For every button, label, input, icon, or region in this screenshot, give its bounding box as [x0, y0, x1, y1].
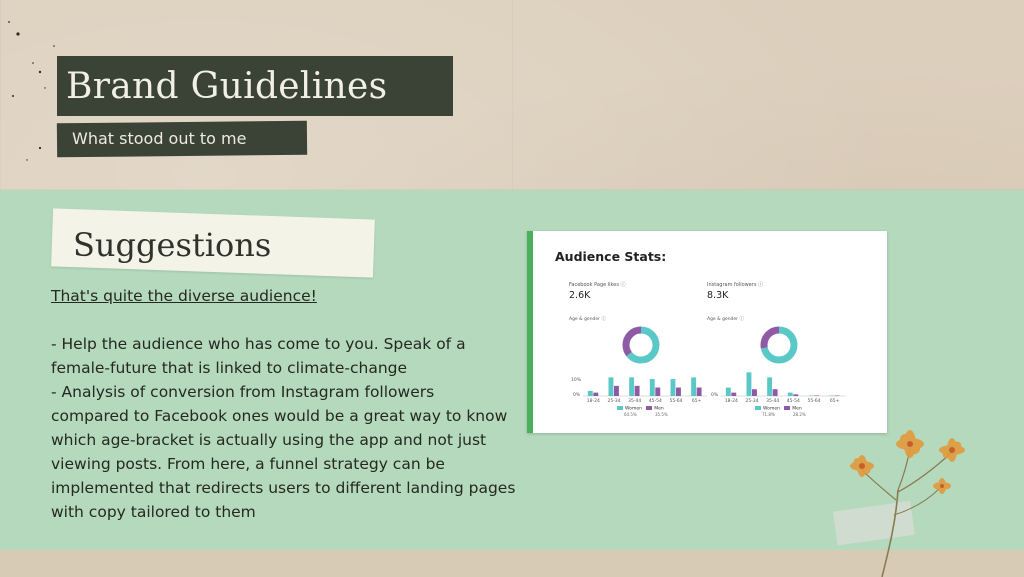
bar-women-45-54: [788, 393, 793, 396]
pressed-flower-decoration: [830, 420, 1024, 577]
x-tick-label: 18-24: [586, 399, 600, 404]
ink-splatter: [0, 0, 60, 180]
stats-accent-bar: [527, 231, 533, 433]
legend-men: Men: [654, 406, 664, 412]
bar-women-18-24: [588, 391, 593, 396]
legend-men: Men: [792, 406, 802, 412]
x-tick-label: 35-44: [628, 399, 642, 404]
x-tick-label: 25-34: [607, 399, 621, 404]
legend-women: Women: [763, 406, 780, 412]
x-tick-label: 18-24: [724, 399, 738, 404]
bar-men-55-64: [814, 396, 819, 397]
bar-men-25-34: [614, 386, 619, 396]
bar-women-45-54: [650, 379, 655, 396]
body-line: implemented that redirects users to different landing pages: [51, 479, 516, 497]
bar-men-25-34: [752, 389, 757, 396]
bar-women-55-64: [671, 379, 676, 396]
bar-men-18-24: [593, 393, 598, 396]
legend-women: Women: [625, 406, 642, 412]
bar-women-35-44: [767, 377, 772, 396]
y-tick-label: 0%: [573, 393, 581, 398]
facebook-women-pct: 64.5%: [624, 412, 637, 417]
bar-women-55-64: [809, 395, 814, 396]
facebook-gender-donut: [621, 325, 661, 365]
section-heading: Suggestions: [73, 226, 272, 264]
y-tick-label: 0%: [711, 393, 719, 398]
x-tick-label: 55-64: [807, 399, 821, 404]
body-line: - Help the audience who has come to you. Speak of a: [51, 335, 466, 353]
lead-text: That's quite the diverse audience!: [51, 287, 317, 305]
bar-men-65+: [835, 396, 840, 397]
suggestions-body: [51, 284, 526, 524]
x-tick-label: 65+: [691, 399, 702, 404]
facebook-age-gender-label: Age & gender ⓘ: [569, 317, 606, 322]
x-tick-label: 25-34: [745, 399, 759, 404]
men-swatch: [784, 406, 790, 410]
instagram-age-bar-chart: [721, 371, 845, 407]
body-line: compared to Facebook ones would be a great way to know: [51, 407, 508, 425]
facebook-likes-value: 2.6K: [569, 290, 591, 301]
x-tick-label: 35-44: [766, 399, 780, 404]
instagram-age-gender-label: Age & gender ⓘ: [707, 317, 744, 322]
bar-men-45-54: [655, 388, 660, 396]
body-line: viewing posts. From here, a funnel strategy can be: [51, 455, 445, 473]
instagram-men-pct: 28.2%: [793, 412, 806, 417]
body-line: which age-bracket is actually using the app and not just: [51, 431, 487, 449]
facebook-men-pct: 35.5%: [655, 412, 668, 417]
x-tick-label: 45-54: [648, 399, 662, 404]
instagram-gender-donut: [759, 325, 799, 365]
x-tick-label: 45-54: [786, 399, 800, 404]
y-tick-label: 10%: [571, 378, 582, 383]
bar-women-65+: [829, 396, 834, 397]
men-swatch: [646, 406, 652, 410]
instagram-legend: [755, 406, 802, 412]
audience-stats-screenshot: [527, 231, 887, 433]
facebook-likes-label: Facebook Page likes ⓘ: [569, 282, 626, 288]
bar-men-55-64: [676, 388, 681, 396]
page-subtitle: What stood out to me: [72, 129, 247, 148]
facebook-legend: [617, 406, 664, 412]
body-line: female-future that is linked to climate-change: [51, 359, 408, 377]
bar-men-65+: [697, 388, 702, 396]
bar-men-45-54: [793, 394, 798, 396]
instagram-women-pct: 71.8%: [762, 412, 775, 417]
bar-men-35-44: [773, 389, 778, 396]
stats-title: Audience Stats:: [555, 249, 667, 264]
x-tick-label: 55-64: [669, 399, 683, 404]
body-line: - Analysis of conversion from Instagram followers: [51, 383, 435, 401]
page-title: Brand Guidelines: [66, 66, 388, 107]
bar-women-25-34: [747, 372, 752, 396]
instagram-followers-label: Instagram followers ⓘ: [707, 282, 764, 288]
women-swatch: [755, 406, 761, 410]
bar-women-65+: [691, 377, 696, 396]
x-tick-label: 65+: [829, 399, 840, 404]
women-swatch: [617, 406, 623, 410]
bar-women-35-44: [629, 377, 634, 396]
bar-women-25-34: [609, 377, 614, 396]
instagram-followers-value: 8.3K: [707, 290, 729, 301]
facebook-age-bar-chart: [583, 371, 707, 407]
bar-men-35-44: [635, 386, 640, 396]
bar-men-18-24: [731, 393, 736, 396]
body-line: with copy tailored to them: [51, 503, 256, 521]
bar-women-18-24: [726, 388, 731, 396]
